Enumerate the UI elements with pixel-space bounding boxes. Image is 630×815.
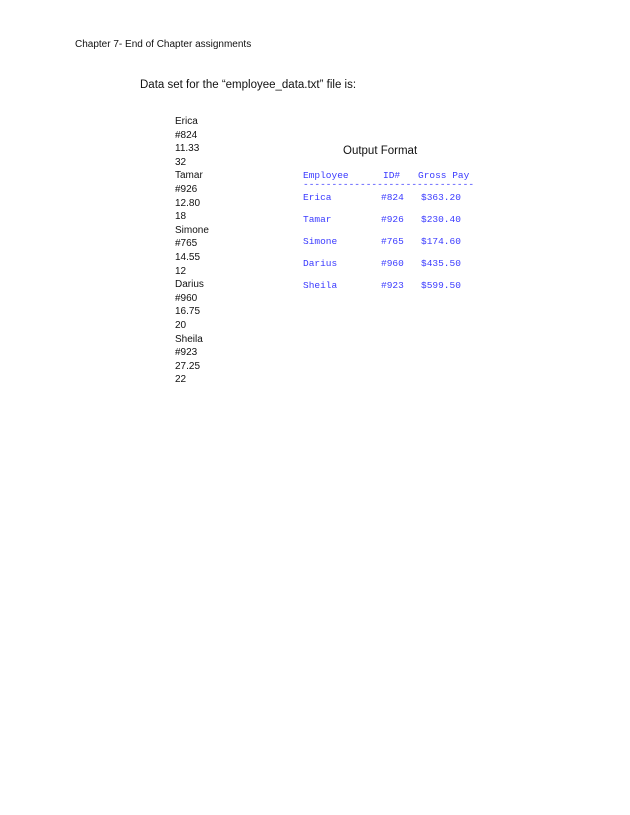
output-employee: Sheila (303, 280, 338, 291)
output-row (303, 256, 483, 278)
column-header-gross-pay: Gross Pay (418, 170, 470, 181)
output-gross-pay: $599.50 (421, 280, 461, 291)
data-set-intro: Data set for the “employee_data.txt” file is: (140, 79, 357, 91)
output-format-title: Output Format (343, 145, 418, 157)
data-line: 14.55 (175, 251, 201, 263)
output-employee: Tamar (303, 214, 332, 225)
output-gross-pay: $363.20 (421, 192, 461, 203)
data-line: Erica (175, 116, 198, 127)
data-line: #923 (175, 347, 198, 359)
data-line: 32 (175, 156, 187, 168)
output-employee: Simone (303, 236, 338, 247)
output-gross-pay: $174.60 (421, 236, 461, 247)
data-line: #824 (175, 129, 198, 141)
data-line: #926 (175, 183, 198, 195)
output-gross-pay: $435.50 (421, 258, 461, 269)
data-line: 22 (175, 374, 187, 386)
output-row (303, 190, 483, 212)
data-line: 16.75 (175, 306, 201, 318)
data-line: 18 (175, 211, 187, 223)
data-line: 12.80 (175, 197, 201, 209)
column-header-employee: Employee (303, 170, 349, 181)
page-header: Chapter 7- End of Chapter assignments (75, 39, 252, 50)
output-id: #824 (381, 192, 404, 203)
data-line: Tamar (175, 170, 203, 182)
output-id: #923 (381, 280, 404, 291)
output-gross-pay: $230.40 (421, 214, 461, 225)
data-line: Simone (175, 224, 209, 236)
data-line: Darius (175, 279, 204, 291)
output-row (303, 234, 483, 256)
data-line: 20 (175, 319, 187, 331)
data-line: 12 (175, 265, 187, 277)
data-line: 11.33 (175, 143, 200, 155)
column-header-id: ID# (383, 170, 401, 181)
output-header-row (303, 170, 483, 182)
data-line: #960 (175, 292, 198, 304)
output-header-rule: ------------------------------ (303, 182, 475, 190)
output-employee: Erica (303, 192, 332, 203)
output-id: #960 (381, 258, 404, 269)
output-employee: Darius (303, 258, 338, 269)
data-line: #765 (175, 238, 198, 250)
data-line: Sheila (175, 333, 203, 345)
output-format-table (303, 170, 483, 300)
data-set-list (175, 115, 209, 387)
output-id: #765 (381, 236, 404, 247)
data-line: 27.25 (175, 360, 201, 372)
output-row (303, 278, 483, 300)
output-row (303, 212, 483, 234)
output-id: #926 (381, 214, 404, 225)
